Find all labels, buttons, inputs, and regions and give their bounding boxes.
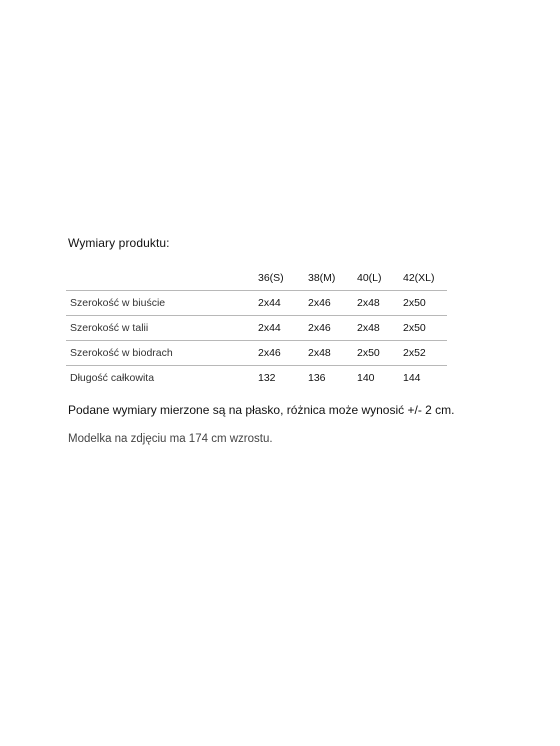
size-table — [66, 266, 447, 390]
table-cell: 2x48 — [308, 347, 331, 359]
column-header-42xl: 42(XL) — [403, 272, 435, 284]
table-cell: 2x46 — [308, 322, 331, 334]
table-cell: 2x44 — [258, 322, 281, 334]
table-cell: 2x50 — [403, 297, 426, 309]
table-cell: 2x44 — [258, 297, 281, 309]
table-row — [66, 341, 447, 366]
table-cell: 2x50 — [357, 347, 380, 359]
row-label: Szerokość w biodrach — [70, 347, 173, 359]
row-label: Długość całkowita — [70, 372, 155, 384]
table-cell: 136 — [308, 372, 326, 384]
table-cell: 140 — [357, 372, 375, 384]
table-row — [66, 316, 447, 341]
column-header-38m: 38(M) — [308, 272, 336, 284]
row-label: Szerokość w talii — [70, 322, 149, 334]
table-cell: 2x50 — [403, 322, 426, 334]
table-cell: 2x46 — [258, 347, 281, 359]
row-label: Szerokość w biuście — [70, 297, 166, 309]
table-cell: 2x48 — [357, 297, 380, 309]
table-cell: 2x46 — [308, 297, 331, 309]
model-height-note: Modelka na zdjęciu ma 174 cm wzrostu. — [68, 433, 273, 445]
table-row — [66, 291, 447, 316]
column-header-36s: 36(S) — [258, 272, 284, 284]
column-header-label — [66, 266, 254, 291]
column-header-40l: 40(L) — [357, 272, 382, 284]
table-cell: 132 — [258, 372, 276, 384]
table-row — [66, 366, 447, 391]
table-cell: 2x52 — [403, 347, 426, 359]
section-heading: Wymiary produktu: — [68, 236, 170, 250]
table-header-row — [66, 266, 447, 291]
measurement-note: Podane wymiary mierzone są na płasko, różnica może wynosić +/- 2 cm. — [68, 403, 455, 417]
table-cell: 2x48 — [357, 322, 380, 334]
table-cell: 144 — [403, 372, 421, 384]
